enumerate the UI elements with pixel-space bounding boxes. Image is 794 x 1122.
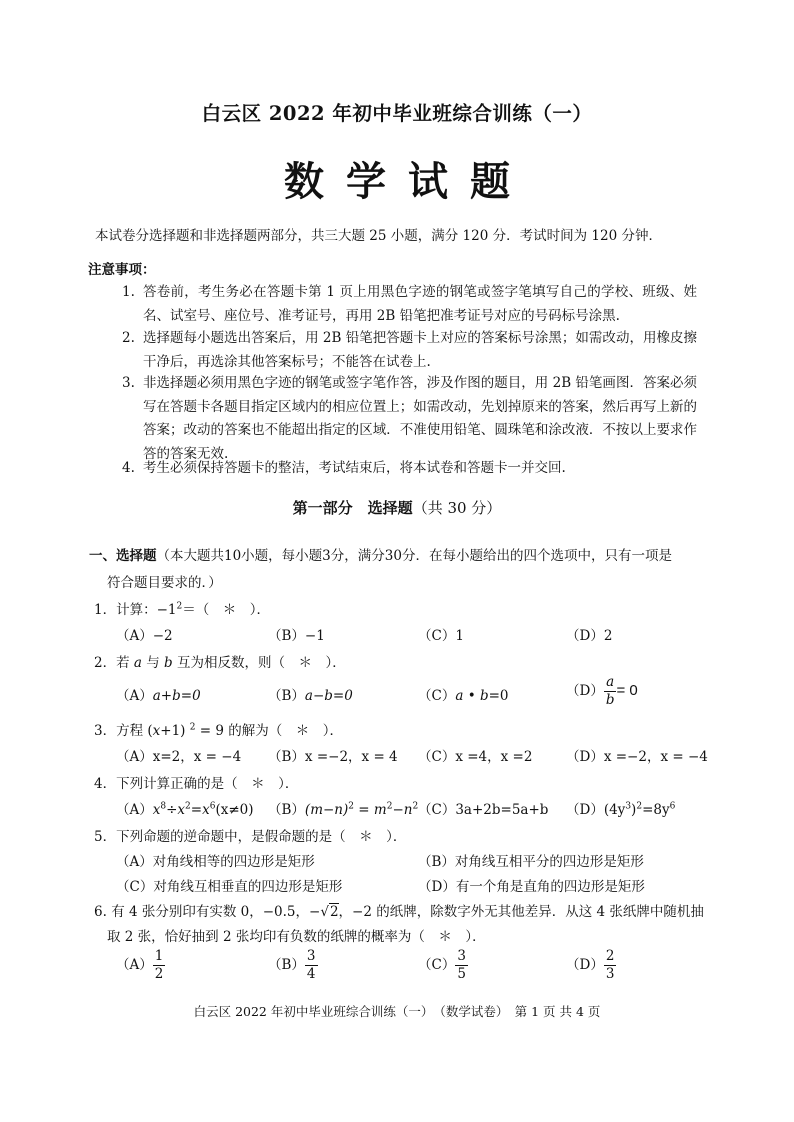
section-desc: （本大题共10小题，每小题3分，满分30分．在每小题给出的四个选项中，只有一项是 bbox=[156, 548, 672, 564]
question-number: 5． bbox=[94, 829, 117, 845]
option-b: （B）对角线互相平分的四边形是矩形 bbox=[418, 854, 644, 870]
numerator: 3 bbox=[306, 948, 316, 964]
option-expr: (4y bbox=[603, 802, 626, 818]
option-expr: 3a+2b=5a+b bbox=[455, 802, 549, 818]
option-b: （B）x =−2，x = 4 bbox=[268, 749, 398, 765]
option-expr: =x bbox=[190, 802, 210, 818]
option-expr: ) bbox=[631, 802, 637, 818]
fraction bbox=[604, 948, 617, 983]
option-d bbox=[566, 948, 616, 983]
fraction bbox=[455, 948, 468, 983]
question-5 bbox=[94, 827, 406, 847]
option-d: （D）有一个角是直角的四边形是矩形 bbox=[418, 879, 645, 895]
option-expr: ÷x bbox=[166, 802, 186, 818]
note-text: 答卷前，考生务必在答题卡第 1 页上用黑色字迹的钢笔或签字笔填写自己的学校、班级、姓名、试室号、座位号、准考证号，再用 2B 铅笔把准考证号对应的号码标号涂黑. bbox=[143, 284, 697, 324]
exponent: 2 bbox=[412, 801, 419, 812]
note-number: 2. bbox=[122, 330, 135, 346]
question-stem: ＝（ ＊ ）． bbox=[182, 602, 270, 618]
note-item-2 bbox=[122, 327, 697, 374]
option-label: （C） bbox=[418, 802, 456, 818]
note-number: 3. bbox=[122, 375, 135, 391]
option-expr: −n bbox=[392, 802, 413, 818]
option-label: （D） bbox=[566, 683, 604, 699]
option-b: （B）−1 bbox=[268, 628, 325, 644]
question-stem: 下列计算正确的是（ ＊ ）． bbox=[116, 776, 299, 792]
option-expr: a−b=0 bbox=[304, 688, 353, 704]
note-item-3 bbox=[122, 372, 697, 466]
option-label: （B） bbox=[268, 957, 305, 973]
exam-title: 白云区 2022 年初中毕业班综合训练（一） bbox=[201, 102, 593, 125]
denominator: 3 bbox=[605, 966, 615, 982]
question-stem: 方程 ( bbox=[116, 723, 153, 739]
option-a bbox=[116, 798, 254, 818]
option-label: （B） bbox=[268, 688, 305, 704]
option-expr: a+b=0 bbox=[152, 688, 201, 704]
question-stem: 有 4 张分别印有实数 0，−0.5，− bbox=[111, 904, 321, 920]
page-footer: 白云区 2022 年初中毕业班综合训练（一） （数学试卷） 第 1 页 共 4 页 bbox=[193, 1004, 601, 1019]
subject-title: 数学试题 bbox=[284, 158, 532, 205]
variable: b bbox=[479, 688, 489, 704]
exponent: 6 bbox=[209, 801, 216, 812]
option-label: （A） bbox=[116, 957, 153, 973]
note-number: 4. bbox=[122, 460, 135, 476]
notes-title: 注意事项： bbox=[88, 262, 156, 278]
note-text: 选择题每小题选出答案后，用 2B 铅笔把答题卡上对应的答案标号涂黑；如需改动，用橡皮擦干净后，再选涂其他答案标号；不能答在试卷上. bbox=[143, 330, 697, 370]
question-stem: 互为相反数，则（ ＊ ）． bbox=[172, 655, 346, 671]
option-label: （C） bbox=[418, 688, 456, 704]
question-2 bbox=[94, 653, 346, 673]
exponent: 2 bbox=[189, 722, 196, 733]
question-stem: 下列命题的逆命题中，是假命题的是（ ＊ ）． bbox=[116, 829, 407, 845]
question-number: 2． bbox=[94, 655, 117, 671]
exponent: 2 bbox=[636, 801, 643, 812]
question-stem: 计算：−1 bbox=[116, 602, 177, 618]
option-label: （C） bbox=[418, 957, 456, 973]
variable: a bbox=[133, 655, 142, 671]
exponent: 6 bbox=[669, 801, 676, 812]
denominator: 2 bbox=[154, 966, 164, 982]
variable: x bbox=[152, 723, 161, 739]
part-score: （共 30 分） bbox=[412, 499, 502, 517]
option-d: （D）x =−2，x = −4 bbox=[566, 749, 708, 765]
denominator: 4 bbox=[306, 966, 316, 982]
exponent: 2 bbox=[185, 801, 191, 812]
variable: a bbox=[455, 688, 464, 704]
option-label: （D） bbox=[566, 957, 604, 973]
option-a bbox=[116, 684, 201, 704]
question-6: 6. 有 4 张分别印有实数 0，−0.5，−√2，−2 的纸牌，除数字外无其他差异．从这 4 张纸牌中随机抽 bbox=[94, 904, 704, 920]
question-number: 1． bbox=[94, 602, 117, 618]
option-label: （A） bbox=[116, 688, 153, 704]
numerator: 2 bbox=[605, 948, 615, 964]
question-6-line2: 取 2 张，恰好抽到 2 张均印有负数的纸牌的概率为（ ＊ ）． bbox=[107, 929, 486, 945]
exponent: 2 bbox=[176, 601, 183, 612]
question-number: 4． bbox=[94, 776, 117, 792]
option-expr: =0 bbox=[488, 688, 509, 704]
fraction bbox=[305, 948, 318, 983]
sqrt-radicand: 2 bbox=[329, 904, 339, 920]
option-b bbox=[268, 684, 353, 704]
numerator: 1 bbox=[154, 948, 164, 964]
intro-text: 本试卷分选择题和非选择题两部分，共三大题 25 小题，满分 120 分．考试时间为 120 分钟． bbox=[95, 228, 662, 244]
option-a bbox=[116, 948, 165, 983]
option-a: （A）x=2，x = −4 bbox=[116, 749, 242, 765]
option-c bbox=[418, 948, 468, 983]
option-c: （C）1 bbox=[418, 628, 464, 644]
note-text: 非选择题必须用黑色字迹的钢笔或签字笔作答，涉及作图的题目，用 2B 铅笔画图．答案必须写在答题卡各题目指定区域内的相应位置上；如需改动，先划掉原来的答案，然后再写上新的答案；改动的答案也不能超出指定的区域．不准使用铅笔、圆珠笔和涂改液．不按以上要求作答的答案无效. bbox=[143, 375, 697, 462]
question-1 bbox=[94, 600, 270, 620]
variable: b bbox=[164, 655, 173, 671]
question-stem: = 9 的解为（ ＊ ）． bbox=[195, 723, 344, 739]
fraction bbox=[153, 948, 166, 983]
numerator: a bbox=[604, 674, 617, 692]
exponent: 2 bbox=[386, 801, 393, 812]
option-expr: = m bbox=[354, 802, 387, 818]
option-c bbox=[418, 798, 548, 818]
note-item-4 bbox=[122, 457, 697, 481]
option-label: （A） bbox=[116, 802, 153, 818]
option-label: （B） bbox=[268, 802, 305, 818]
question-number: 3． bbox=[94, 723, 117, 739]
denominator: b bbox=[605, 692, 615, 708]
question-stem: 若 bbox=[116, 655, 134, 671]
question-4 bbox=[94, 774, 298, 794]
exponent: 8 bbox=[160, 801, 167, 812]
option-b bbox=[268, 798, 418, 818]
exponent: 2 bbox=[348, 801, 354, 812]
question-3 bbox=[94, 721, 343, 741]
denominator: 5 bbox=[457, 966, 466, 982]
exponent: 3 bbox=[625, 801, 632, 812]
section-label: 一、选择题 bbox=[89, 548, 157, 564]
dot-operator: • bbox=[463, 688, 480, 704]
option-expr: x bbox=[152, 802, 161, 818]
option-expr: =8y bbox=[642, 802, 670, 818]
option-a: （A）对角线相等的四边形是矩形 bbox=[116, 854, 315, 870]
note-number: 1. bbox=[122, 284, 135, 300]
part-title bbox=[0, 497, 794, 518]
option-d bbox=[566, 674, 638, 709]
option-label: （D） bbox=[566, 802, 604, 818]
note-text: 考生必须保持答题卡的整洁，考试结束后，将本试卷和答题卡一并交回. bbox=[143, 460, 566, 476]
option-d bbox=[566, 798, 675, 818]
note-item-1 bbox=[122, 281, 697, 328]
option-a: （A）−2 bbox=[116, 628, 173, 644]
option-expr: = 0 bbox=[616, 682, 638, 699]
question-number: 6. bbox=[94, 904, 107, 920]
option-c bbox=[418, 684, 509, 704]
option-c: （C）x =4，x =2 bbox=[418, 749, 533, 765]
section-heading bbox=[89, 546, 672, 566]
option-c: （C）对角线互相垂直的四边形是矩形 bbox=[116, 879, 343, 895]
section-desc-line2: 符合题目要求的．） bbox=[107, 575, 222, 591]
option-expr: (x≠0) bbox=[215, 802, 254, 818]
question-stem: 与 bbox=[141, 655, 165, 671]
option-b bbox=[268, 948, 318, 983]
question-stem: +1) bbox=[160, 723, 190, 739]
numerator: 3 bbox=[457, 948, 466, 964]
question-stem: ，−2 的纸牌，除数字外无其他差异．从这 4 张纸牌中随机抽 bbox=[338, 904, 704, 920]
option-d: （D）2 bbox=[566, 628, 613, 644]
fraction bbox=[604, 674, 617, 709]
part-title-text: 第一部分 选择题 bbox=[292, 499, 413, 517]
option-expr: (m−n) bbox=[304, 802, 349, 818]
